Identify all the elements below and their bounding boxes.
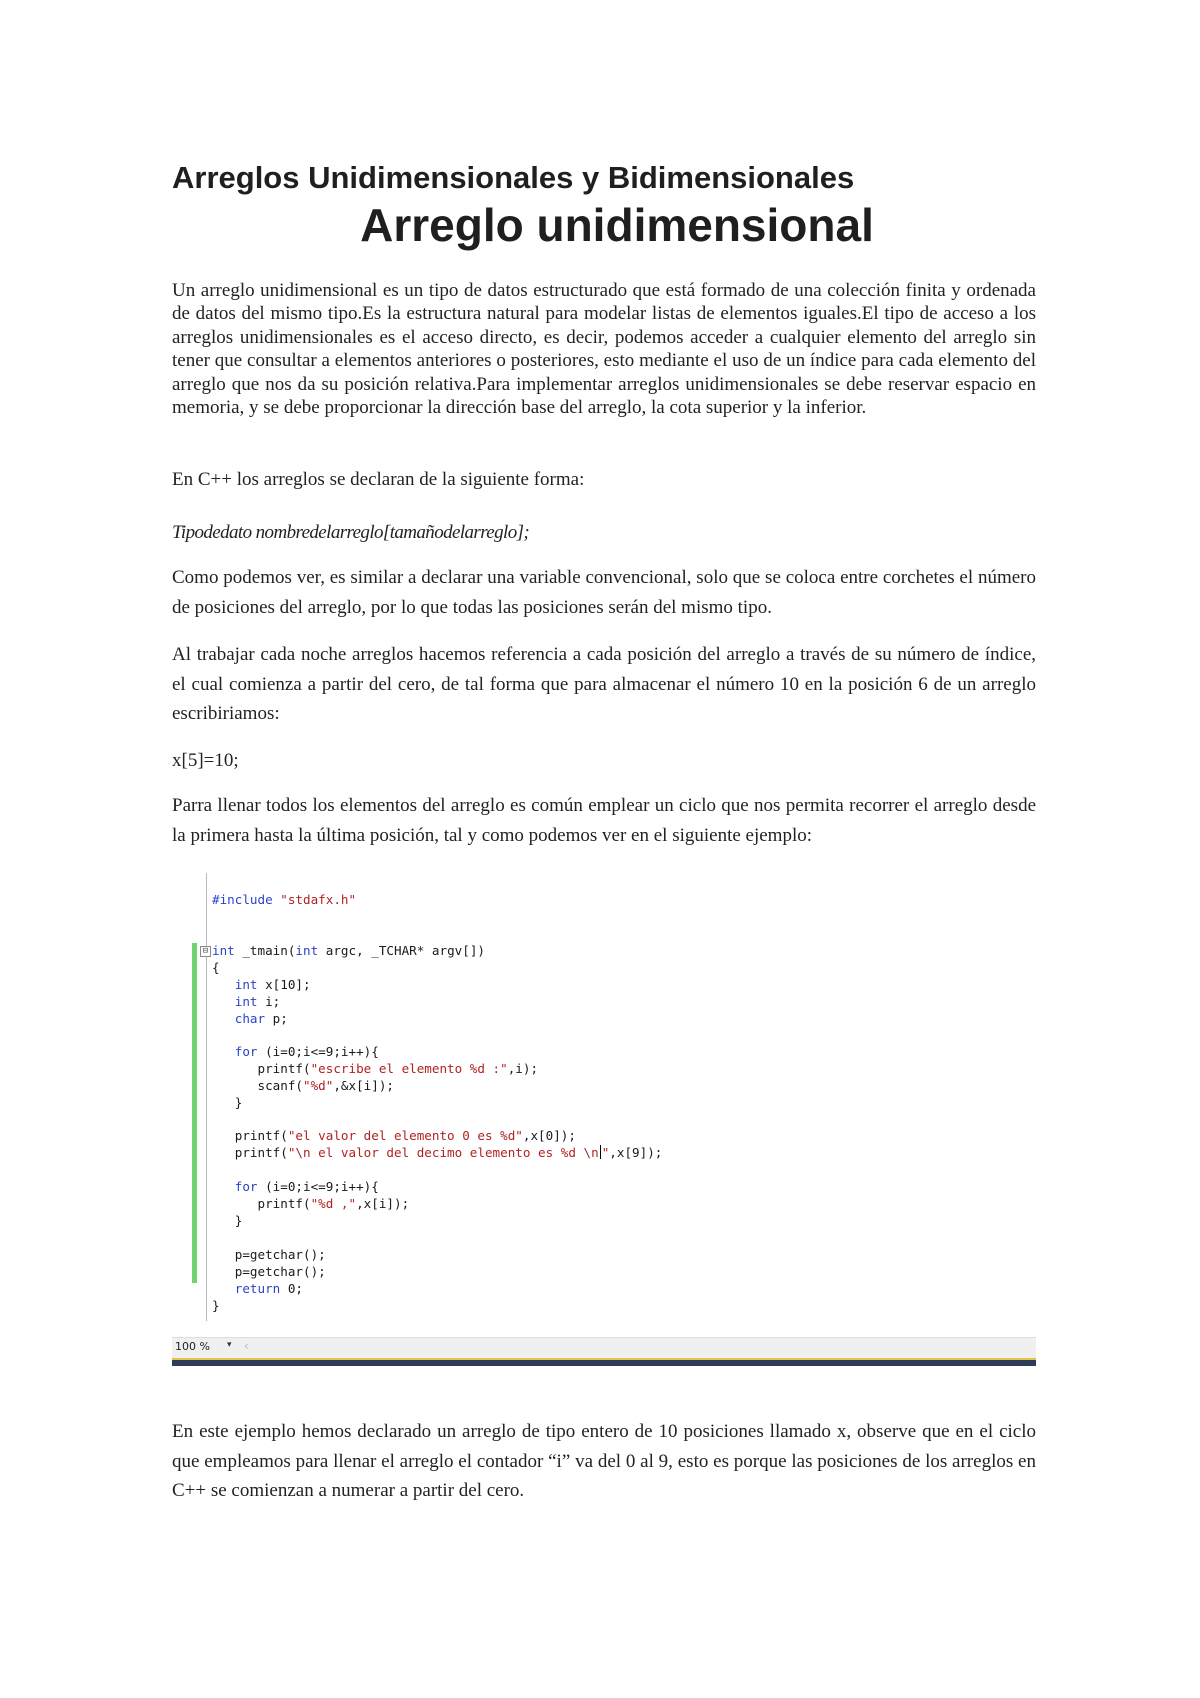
code-token: "escribe el elemento %d :" [310, 1061, 508, 1076]
code-token: (i=0;i<=9;i++){ [257, 1044, 379, 1059]
code-token: #include [212, 892, 273, 907]
paragraph-example-assign: x[5]=10; [172, 750, 239, 771]
section-heading-text: Arreglo unidimensional [360, 199, 874, 251]
code-token: int [295, 943, 319, 958]
code-token: scanf( [257, 1078, 303, 1093]
paragraph-indexing: Al trabajar cada noche arreglos hacemos referencia a cada posición del arreglo a través de su número de índice, el cual comienza a partir del cero, de tal forma que para almacenar el número 10 en la posición 6 de un arreglo escribiriamos: [172, 644, 1036, 724]
code-line-main [212, 943, 485, 958]
code-token: } [234, 1213, 243, 1228]
editor-change-bar [192, 943, 197, 1283]
code-token: printf( [257, 1196, 311, 1211]
code-token: p; [265, 1011, 288, 1026]
code-token: return [234, 1281, 281, 1296]
text-cursor [600, 1145, 601, 1159]
code-token: ,&x[i]); [333, 1078, 395, 1093]
code-line-close-1 [212, 1095, 242, 1110]
code-line-include [212, 892, 356, 907]
code-line-for-1 [212, 1044, 379, 1059]
code-token: p=getchar(); [234, 1247, 326, 1262]
code-line-getchar-2 [212, 1264, 326, 1279]
code-token: int [234, 977, 258, 992]
code-line-decl-x [212, 977, 311, 992]
zoom-level[interactable]: 100 % [175, 1340, 210, 1353]
editor-gutter-line [206, 873, 207, 1321]
code-line-open-brace: { [212, 960, 220, 975]
code-token: ,x[i]); [356, 1196, 410, 1211]
paragraph-intro: Un arreglo unidimensional es un tipo de datos estructurado que está formado de una colección finita y ordenada de datos del mismo tipo.Es la estructura natural para modelar listas de elementos iguales.El tipo de acceso a los arreglos unidimensionales es el acceso directo, es decir, podemos acceder a cualquier elemento del arreglo sin tener que consultar a elementos anteriores o posteriores, esto mediante el uso de un índice para cada elemento del arreglo que nos da su posición relativa.Para implementar arreglos unidimensionales se debe reservar espacio en memoria, y se debe proporcionar la dirección base del arreglo, la cota superior y la inferior. [172, 280, 1036, 419]
code-token: ,i); [507, 1061, 539, 1076]
code-token: printf( [234, 1145, 288, 1160]
code-token: printf( [234, 1128, 288, 1143]
code-line-for-2 [212, 1179, 379, 1194]
paragraph-conclusion: En este ejemplo hemos declarado un arreglo de tipo entero de 10 posiciones llamado x, observe que en el ciclo que empleamos para llenar el arreglo el contador “i” va del 0 al 9, esto es porque las posiciones de los arreglos en C++ se comienzan a numerar a partir del cero. [172, 1421, 1036, 1501]
code-line-printf-1 [212, 1061, 538, 1076]
code-token: int [234, 994, 258, 1009]
code-line-close-main: } [212, 1298, 220, 1313]
editor-zoom-bar [172, 1337, 1036, 1358]
paragraph-loop-intro: Parra llenar todos los elementos del arreglo es común emplear un ciclo que nos permita recorrer el arreglo desde la primera hasta la última posición, tal y como podemos ver en el siguiente ejemplo: [172, 795, 1036, 846]
code-line-decl-i [212, 994, 280, 1009]
code-token: int [212, 943, 235, 958]
code-token: x[10]; [257, 977, 311, 992]
document-title: Arreglos Unidimensionales y Bidimensionales [172, 160, 855, 195]
code-token: _tmain( [234, 943, 296, 958]
code-token: "\n el valor del decimo elemento es %d \n [287, 1145, 599, 1160]
code-token: for [234, 1179, 258, 1194]
code-token: "%d ," [310, 1196, 357, 1211]
code-token: argc, _TCHAR* argv[]) [318, 943, 485, 958]
code-token: p=getchar(); [234, 1264, 326, 1279]
code-token: ,x[9]); [609, 1145, 663, 1160]
code-token: char [234, 1011, 266, 1026]
code-line-close-2 [212, 1213, 242, 1228]
code-token: "el valor del elemento 0 es %d" [287, 1128, 523, 1143]
code-line-printf-4 [212, 1196, 409, 1211]
code-token: printf( [257, 1061, 311, 1076]
code-token: 0; [280, 1281, 303, 1296]
code-line-printf-3 [212, 1145, 662, 1160]
code-token: " [601, 1145, 610, 1160]
collapse-icon[interactable]: ⊟ [200, 946, 211, 957]
code-line-getchar-1 [212, 1247, 326, 1262]
scroll-left-icon[interactable]: ‹ [244, 1339, 249, 1353]
code-editor-screenshot [172, 873, 1036, 1365]
code-line-decl-p [212, 1011, 288, 1026]
code-token: "stdafx.h" [272, 892, 357, 907]
editor-status-strip [172, 1358, 1036, 1366]
code-token: i; [257, 994, 281, 1009]
code-line-scanf [212, 1078, 394, 1093]
code-token: ,x[0]); [522, 1128, 576, 1143]
section-heading [0, 198, 1200, 252]
paragraph-declaration-intro: En C++ los arreglos se declaran de la siguiente forma: [172, 469, 585, 490]
code-token: "%d" [303, 1078, 334, 1093]
chevron-down-icon[interactable]: ▾ [227, 1340, 232, 1350]
code-token: } [234, 1095, 243, 1110]
code-line-return [212, 1281, 303, 1296]
code-token: for [234, 1044, 258, 1059]
paragraph-similar: Como podemos ver, es similar a declarar una variable convencional, solo que se coloca entre corchetes el número de posiciones del arreglo, por lo que todas las posiciones serán del mismo tipo. [172, 567, 1036, 618]
paragraph-syntax: Tipodedato nombredelarreglo[tamañodelarreglo]; [172, 522, 530, 543]
code-line-printf-2 [212, 1128, 576, 1143]
code-token: (i=0;i<=9;i++){ [257, 1179, 379, 1194]
